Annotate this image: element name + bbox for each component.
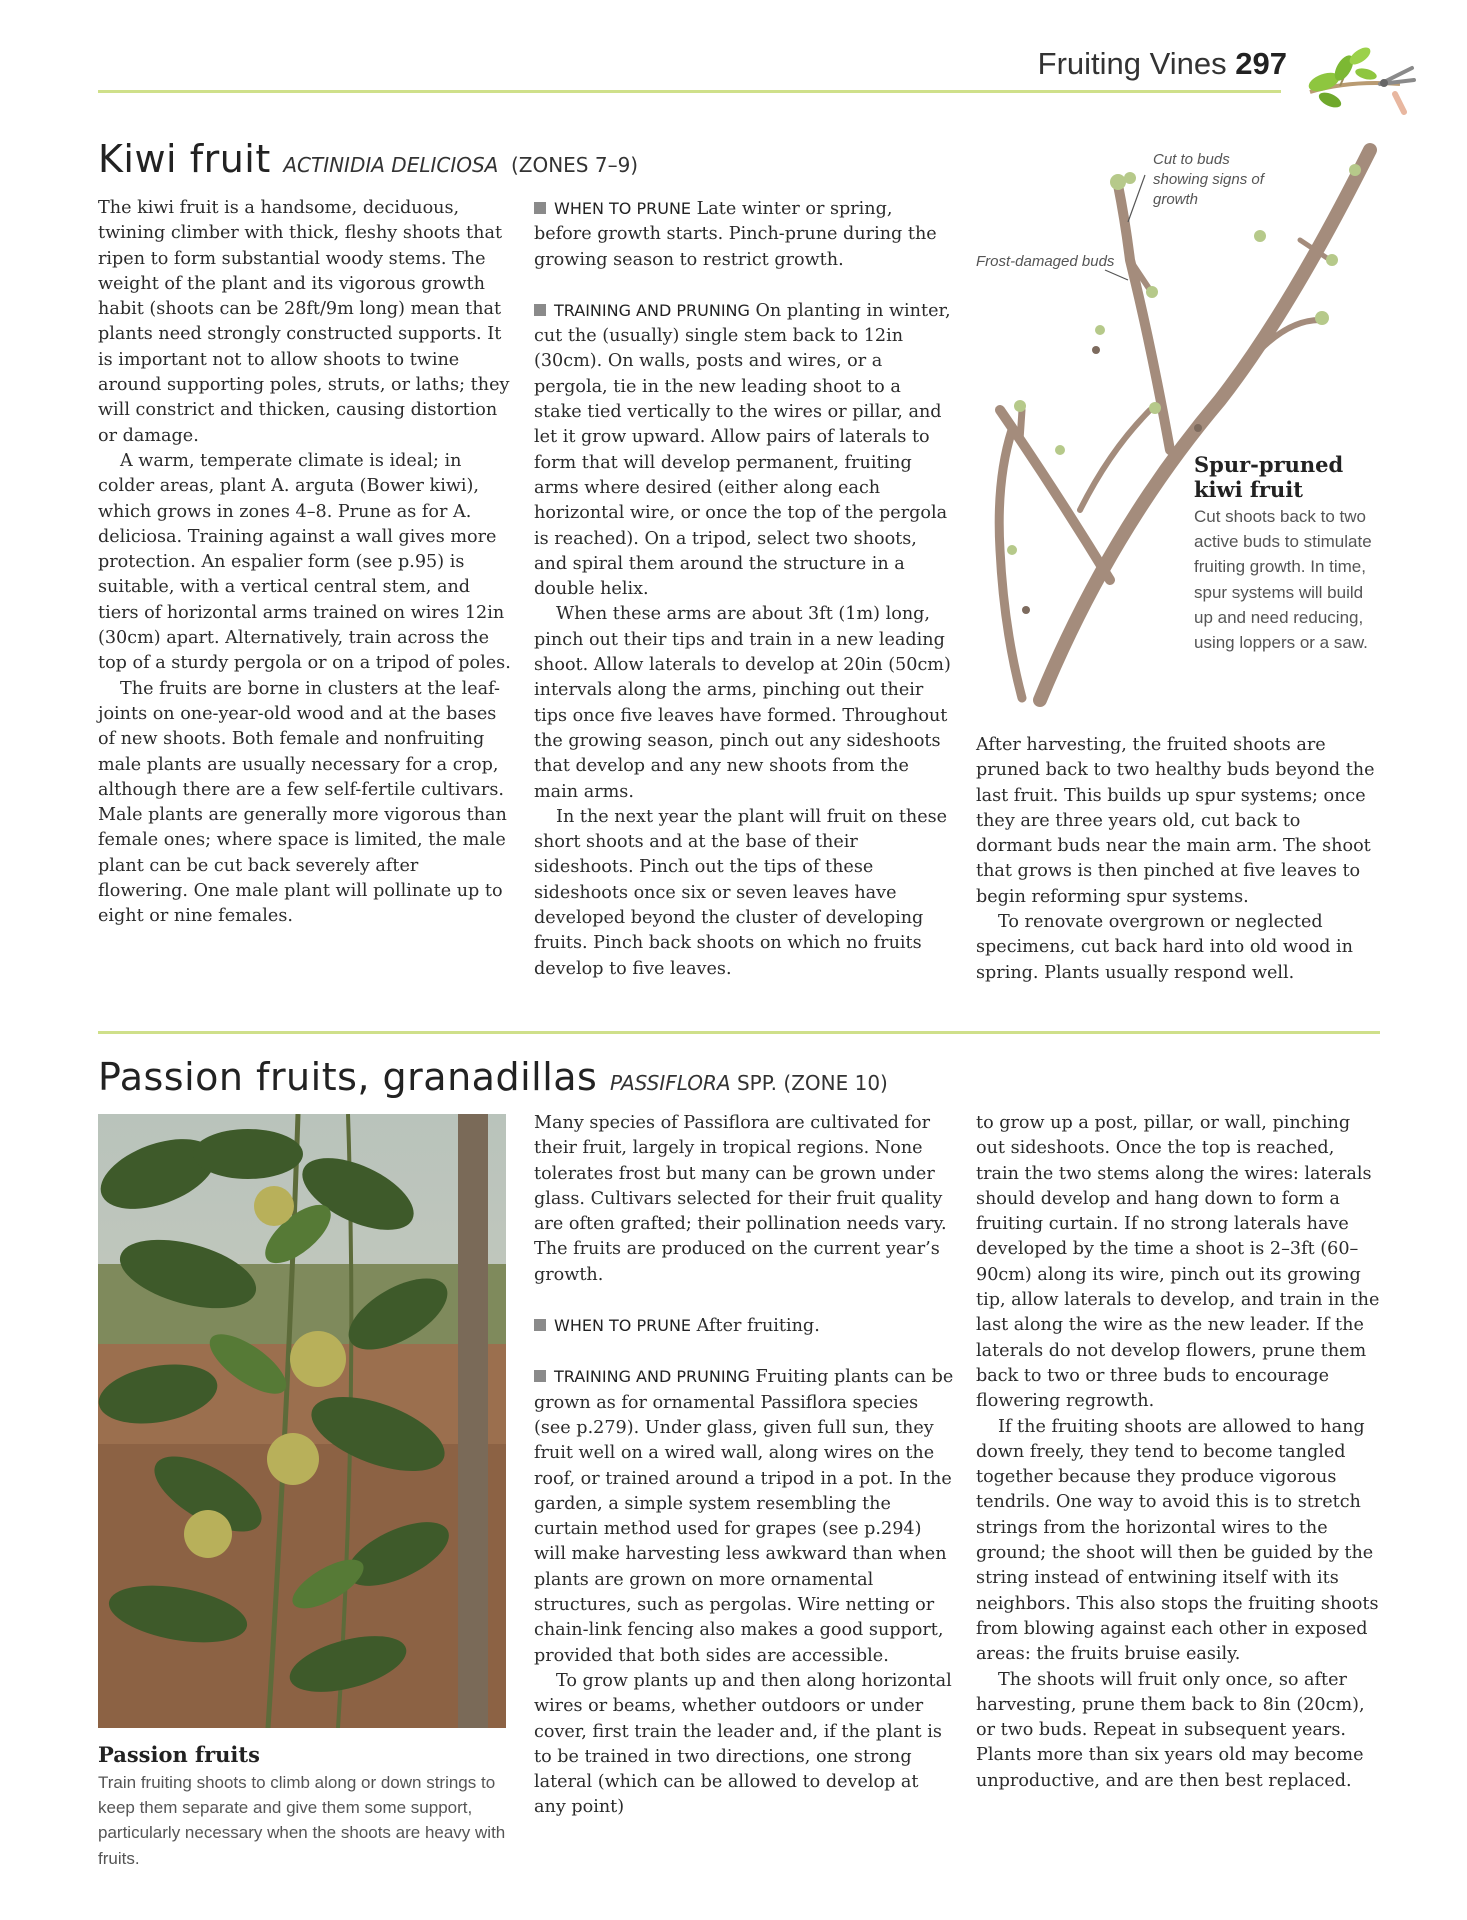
passion-intro: Many species of Passiflora are cultivated for their fruit, largely in tropical regions. None tolerates frost but many can be grown under glass. Cultivars selected for their fruit quality are often grafted; their pollination needs vary. The fruits are produced on the current year’s growth. xyxy=(534,1113,947,1285)
passion-column-2 xyxy=(534,1111,954,1821)
passion-spp: SPP. xyxy=(736,1071,778,1095)
bullet-square-icon xyxy=(534,202,546,214)
passion-column-3 xyxy=(976,1111,1380,1794)
kiwi-training-label: TRAINING AND PRUNING xyxy=(554,300,750,320)
kiwi-para-after-harvest: After harvesting, the fruited shoots are pruned back to two healthy buds beyond the last fruit. This builds up spur systems; once they are three years old, cut back to dormant buds near the main arm. The shoot that grows is then pinched at five leaves to begin reforming spur systems. xyxy=(976,735,1375,907)
passion-zones: (ZONE 10) xyxy=(783,1071,888,1095)
passion-latin: PASSIFLORA xyxy=(609,1071,731,1095)
kiwi-zones: (ZONES 7–9) xyxy=(510,153,639,177)
passion-heading xyxy=(98,1055,888,1099)
page-number: 297 xyxy=(1235,46,1287,81)
passion-training-label: TRAINING AND PRUNING xyxy=(554,1367,750,1387)
kiwi-column-1 xyxy=(98,196,512,930)
passion-para-post: to grow up a post, pillar, or wall, pinching out sideshoots. Once the top is reached, train the two stems along the wires: laterals should develop and hang down to form a fruiting curtain. If no strong laterals have developed by the time a shoot is 2–3ft (60–90cm) along its wire, pinch out its growing tip, allow laterals to develop, and train in the last along the wire as the new leader. If the laterals do not develop flowers, prune them back to two or three buds to encourage flowering regrowth. xyxy=(976,1113,1380,1412)
kiwi-figure-caption-text: Cut shoots back to two active buds to stimulate fruiting growth. In time, spur systems will build up and need reducing, using loppers or a saw. xyxy=(1194,507,1372,653)
passion-spp-zones xyxy=(731,1071,888,1095)
kiwi-latin: ACTINIDIA DELICIOSA xyxy=(283,153,499,177)
passion-training-text: Fruiting plants can be grown as for ornamental Passiflora species (see p.279). Under glass, given full sun, they fruit well on a wired wall, along wires on the roof, or trained around a tripod in a pot. In the garden, a simple system resembling the curtain method used for grapes (see p.294) will make harvesting less awkward than when plants are grown on more ornamental structures, such as pergolas. Wire netting or chain-link fencing also makes a good support, provided that both sides are accessible. xyxy=(534,1367,954,1666)
annotation-frost-damaged: Frost-damaged buds xyxy=(976,253,1115,270)
annotation-cut-to-buds: Cut to buds showing signs of growth xyxy=(1153,151,1264,208)
passion-para-grow: To grow plants up and then along horizontal wires or beams, whether outdoors or under cover, first train the leader and, if the plant is to be trained in two directions, one strong lateral (which can be allowed to develop at any point) xyxy=(534,1670,952,1818)
kiwi-para-1: The kiwi fruit is a handsome, deciduous, twining climber with thick, fleshy shoots that ripen to form substantial woody stems. The weight of the plant and its vigorous growth habit (shoots can be 28ft/9m long) mean that plants need strongly constructed supports. It is important not to allow shoots to twine around supporting poles, struts, or laths; they will constrict and thicken, causing distortion or damage. xyxy=(98,198,510,446)
kiwi-when-para xyxy=(534,196,954,273)
kiwi-training-text: On planting in winter, cut the (usually) single stem back to 12in (30cm). On walls, posts and wires, or a pergola, tie in the new leading shoot to a stake tied vertically to the wires or pillar, and let it grow upward. Allow pairs of laterals to form that will develop permanent, fruiting arms where desired (either along each horizontal wire, or once the top of the pergola is reached). On a tripod, select two shoots, and spiral them around the structure in a double helix. xyxy=(534,300,951,600)
kiwi-para-arms: When these arms are about 3ft (1m) long, pinch out their tips and train in a new leading shoot. Allow laterals to develop at 20in (50cm) intervals along the arms, pinching out their tips once five leaves have formed. Throughout the growing season, pinch out any sideshoots that develop and any new shoots from the main arms. xyxy=(534,604,951,802)
passion-photo-caption-text: Train fruiting shoots to climb along or down strings to keep them separate and give them some support, particularly necessary when the shoots are heavy with fruits. xyxy=(98,1773,506,1868)
bullet-square-icon xyxy=(534,1370,546,1382)
kiwi-para-renovate: To renovate overgrown or neglected specimens, cut back hard into old wood in spring. Plants usually respond well. xyxy=(976,912,1353,983)
kiwi-when-text: Late winter or spring, before growth starts. Pinch-prune during the growing season to restrict growth. xyxy=(534,199,937,270)
passion-when-para xyxy=(534,1313,954,1339)
kiwi-para-3: The fruits are borne in clusters at the leaf-joints on one-year-old wood and at the bases of new shoots. Both female and nonfruiting male plants are usually necessary for a crop, although there are a few self-fertile cultivars. Male plants are generally more vigorous than female ones; where space is limited, the male plant can be cut back severely after flowering. One male plant will pollinate up to eight or nine females. xyxy=(98,678,507,927)
kiwi-para-2: A warm, temperate climate is ideal; in colder areas, plant A. arguta (Bower kiwi), which grows in zones 4–8. Prune as for A. deliciosa. Training against a wall gives more protection. An espalier form (see p.95) is suitable, with a vertical central stem, and tiers of horizontal arms trained on wires 12in (30cm) apart. Alternatively, train across the top of a sturdy pergola or on a tripod of poles. xyxy=(98,450,511,674)
kiwi-column-3 xyxy=(976,733,1380,986)
bullet-square-icon xyxy=(534,1319,546,1331)
passion-para-once: The shoots will fruit only once, so after harvesting, prune them back to 8in (20cm), or two buds. Repeat in subsequent years. Plants more than six years old may become unproductive, and are then best replaced. xyxy=(976,1669,1365,1791)
kiwi-title: Kiwi fruit xyxy=(98,137,271,181)
kiwi-heading xyxy=(98,137,638,181)
header-rule xyxy=(98,90,1281,93)
passion-when-label: WHEN TO PRUNE xyxy=(554,1316,692,1336)
passion-para-hang: If the fruiting shoots are allowed to hang down freely, they tend to become tangled together because they produce vigorous tendrils. One way to avoid this is to stretch strings from the horizontal wires to the ground; the shoot will then be guided by the string instead of entwining itself with its neighbors. This also stops the fruiting shoots from blowing against each other in exposed areas: the fruits bruise easily. xyxy=(976,1416,1379,1665)
passion-fruit-photo xyxy=(98,1114,506,1728)
kiwi-column-2 xyxy=(534,196,954,982)
kiwi-training-para xyxy=(534,298,954,603)
section-rule xyxy=(98,1031,1380,1034)
kiwi-when-label: WHEN TO PRUNE xyxy=(554,199,692,218)
header-section: Fruiting Vines xyxy=(1037,46,1227,81)
passion-training-para xyxy=(534,1364,954,1669)
kiwi-para-next-year: In the next year the plant will fruit on these short shoots and at the base of their sideshoots. Pinch out the tips of these sideshoots once six or seven leaves have developed beyond the cluster of developing fruits. Pinch back shoots on which no fruits develop to five leaves. xyxy=(534,806,948,979)
running-header xyxy=(1038,46,1287,82)
kiwi-figure-caption-title: Spur-pruned kiwi fruit xyxy=(1194,452,1344,502)
bullet-square-icon xyxy=(534,304,546,316)
passion-when-text: After fruiting. xyxy=(696,1316,820,1337)
passion-title: Passion fruits, granadillas xyxy=(98,1055,598,1099)
passion-photo-caption-title: Passion fruits xyxy=(98,1742,260,1767)
